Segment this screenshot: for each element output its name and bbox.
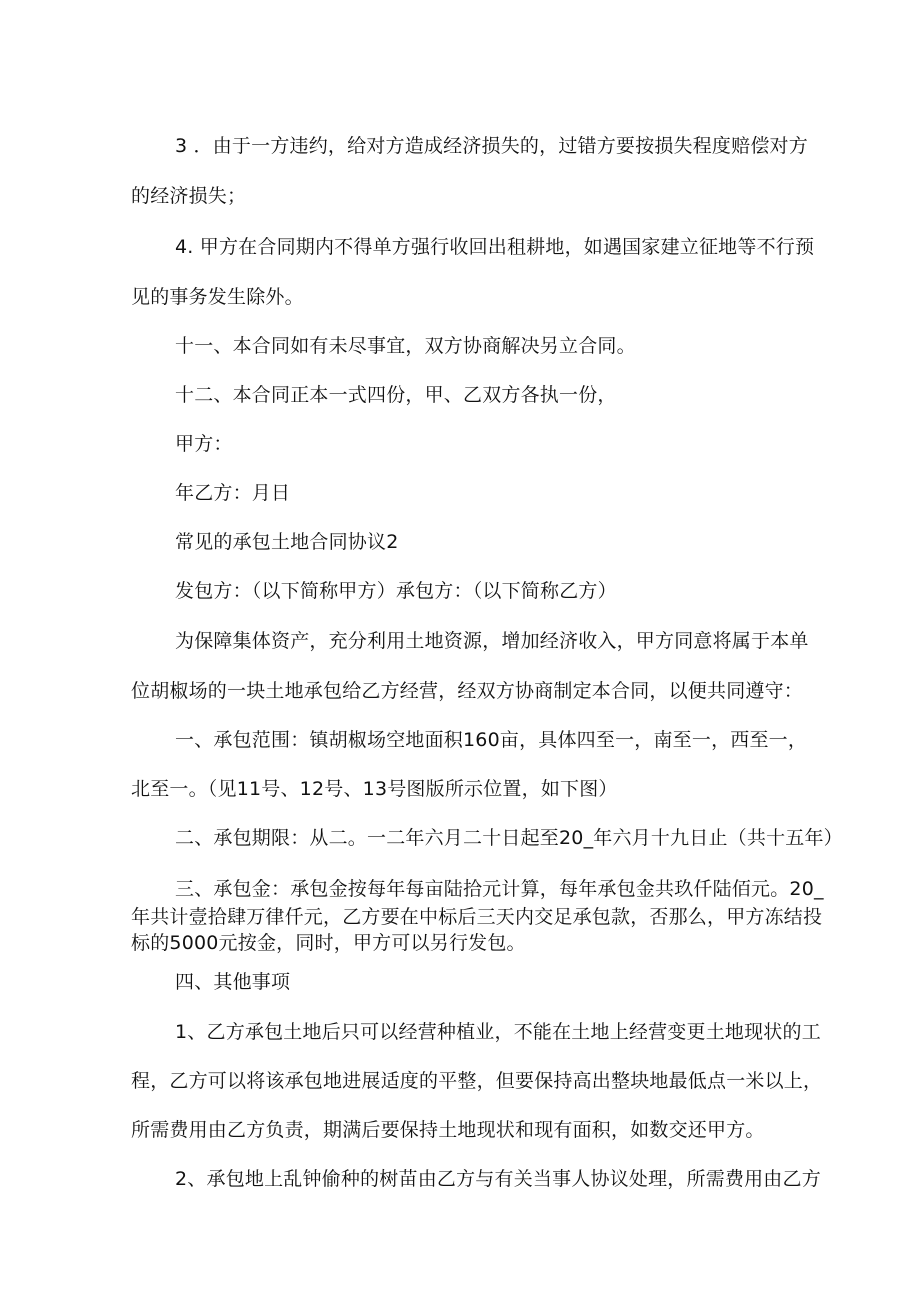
preamble-line-2: 位胡椒场的一块土地承包给乙方经营，经双方协商制定本合同，以便共同遵守： bbox=[131, 680, 804, 702]
preamble-line-1: 为保障集体资产，充分利用土地资源，增加经济收入，甲方同意将属于本单 bbox=[175, 630, 809, 652]
term-line: 二、承包期限：从二。一二年六月二十日起至20_年六月十九日止（共十五年） bbox=[175, 827, 843, 849]
clause-3-line-1: 3 ．由于一方违约，给对方造成经济损失的，过错方要按损失程度赔偿对方 bbox=[175, 135, 808, 157]
article-4-title: 四、其他事项 bbox=[175, 971, 291, 993]
clause-3-line-2: 的经济损失； bbox=[131, 185, 247, 207]
clause-4-line-2: 见的事务发生除外。 bbox=[131, 286, 304, 308]
item-1-line-1: 1、乙方承包土地后只可以经营种植业，不能在土地上经营变更土地现状的工 bbox=[175, 1021, 821, 1043]
scope-line-1: 一、承包范围：镇胡椒场空地面积160亩，具体四至一，南至一，西至一， bbox=[175, 729, 808, 751]
fee-line-3: 标的5000元按金，同时，甲方可以另行发包。 bbox=[131, 932, 526, 954]
item-1-line-3: 所需费用由乙方负责，期满后要保持土地现状和现有面积，如数交还甲方。 bbox=[131, 1119, 765, 1141]
item-1-line-2: 程，乙方可以将该承包地进展适度的平整，但要保持高出整块地最低点一米以上， bbox=[131, 1070, 823, 1092]
scope-line-2: 北至一。（见11号、12号、13号图版所示位置，如下图） bbox=[131, 778, 618, 800]
party-b-date: 年乙方：月日 bbox=[175, 482, 291, 504]
party-a-signature: 甲方： bbox=[175, 433, 233, 455]
item-2-line-1: 2、承包地上乱钟偷种的树苗由乙方与有关当事人协议处理，所需费用由乙方 bbox=[175, 1168, 821, 1190]
fee-line-2: 年共计壹拾肆万律仟元，乙方要在中标后三天内交足承包款，否那么，甲方冻结投 bbox=[131, 906, 823, 928]
article-12: 十二、本合同正本一式四份，甲、乙双方各执一份， bbox=[175, 384, 617, 406]
article-11: 十一、本合同如有未尽事宜，双方协商解决另立合同。 bbox=[175, 335, 636, 357]
section-title: 常见的承包土地合同协议2 bbox=[175, 531, 399, 553]
fee-line-1: 三、承包金：承包金按每年每亩陆拾元计算，每年承包金共玖仟陆佰元。20_ bbox=[175, 878, 824, 900]
clause-4-line-1: 4. 甲方在合同期内不得单方强行收回出租耕地，如遇国家建立征地等不行预 bbox=[175, 236, 815, 258]
parties-line: 发包方：（以下简称甲方）承包方：（以下简称乙方） bbox=[175, 580, 617, 602]
